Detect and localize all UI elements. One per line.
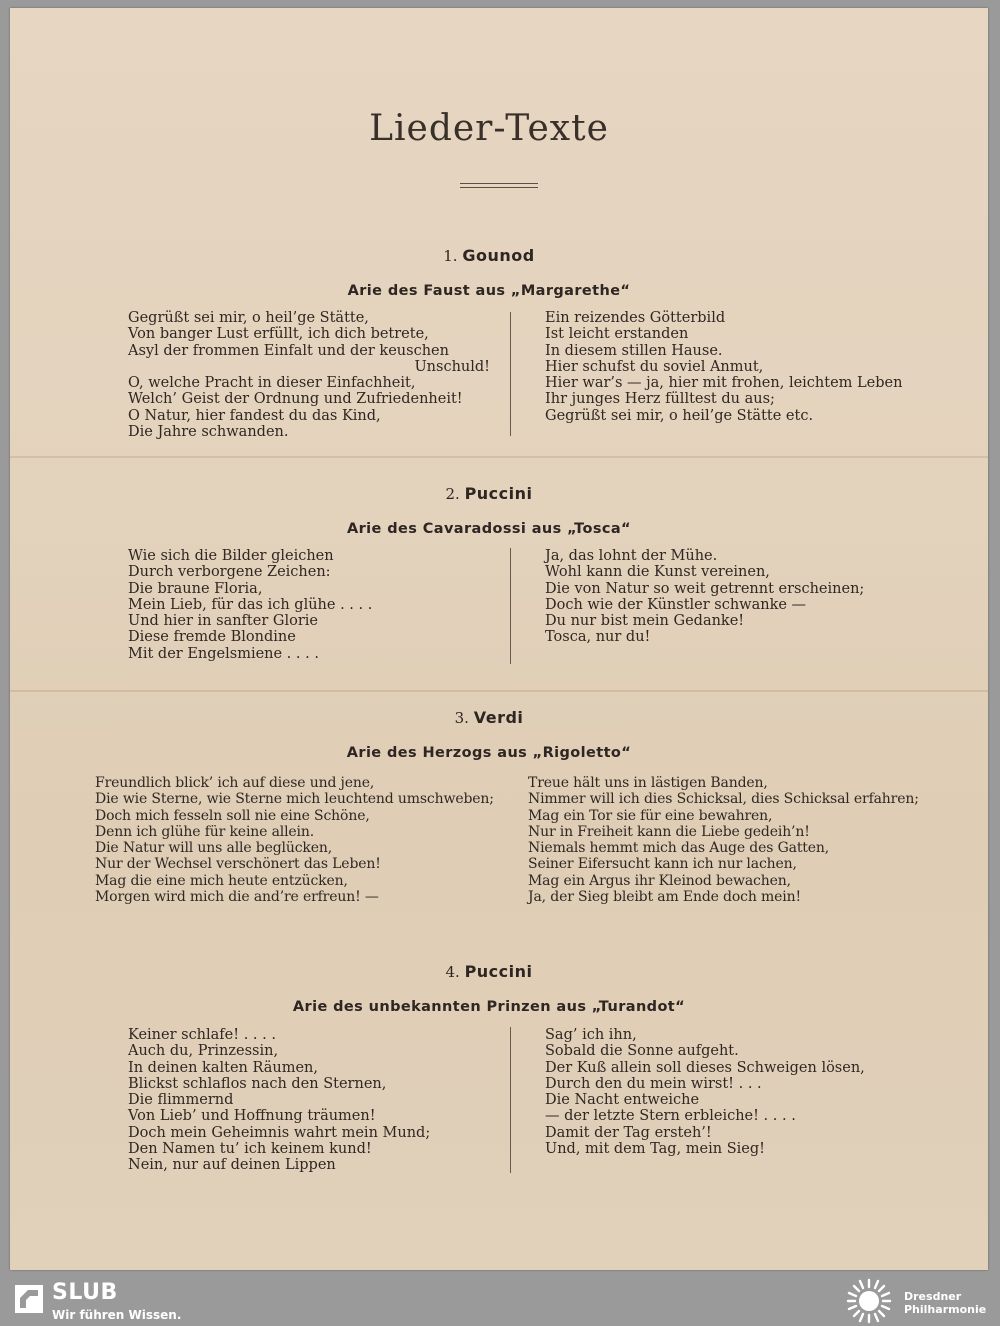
- lyric-line: Die Natur will uns alle beglücken,: [95, 840, 333, 857]
- section-3-heading: [0, 708, 978, 727]
- lyric-line: O Natur, hier fandest du das Kind,: [128, 407, 381, 424]
- lyric-line: Sobald die Sonne aufgeht.: [545, 1043, 739, 1060]
- section-2-left-column: [128, 548, 372, 662]
- section-3-right-column: [528, 775, 919, 905]
- lyric-line: Mag die eine mich heute entzücken,: [95, 872, 348, 889]
- lyric-line: Die Jahre schwanden.: [128, 424, 289, 441]
- lyric-line: — der letzte Stern erbleiche! . . . .: [545, 1108, 796, 1125]
- lyric-line: Tosca, nur du!: [545, 629, 651, 646]
- section-2-subtitle: Arie des Cavaradossi aus „Tosca“: [347, 521, 631, 537]
- lyric-line: Mit der Engelsmiene . . . .: [128, 645, 319, 662]
- philharmonie-name: [904, 1290, 986, 1316]
- lyric-line: Den Namen tu’ ich keinem kund!: [128, 1141, 372, 1158]
- lyric-line: Doch mich fesseln soll nie eine Schöne,: [95, 807, 370, 824]
- section-3-subtitle: Arie des Herzogs aus „Rigoletto“: [346, 745, 632, 761]
- philharmonie-sunburst-icon: [842, 1278, 896, 1324]
- section-4-right-column: [545, 1027, 865, 1157]
- section-1-right-column: [545, 310, 902, 424]
- lyric-line: Doch wie der Künstler schwanke —: [545, 596, 807, 613]
- lyric-line: Denn ich glühe für keine allein.: [95, 823, 315, 840]
- lyric-line: Nimmer will ich dies Schicksal, dies Schicksal erfahren;: [528, 791, 919, 808]
- lyric-line: Von banger Lust erfüllt, ich dich betrete,: [128, 326, 429, 343]
- lyric-line: Ist leicht erstanden: [545, 326, 689, 343]
- title-rule-bottom: [460, 187, 538, 188]
- lyric-line: Nein, nur auf deinen Lippen: [128, 1157, 336, 1174]
- lyric-line: Mein Lieb, für das ich glühe . . . .: [128, 596, 373, 613]
- lyric-line: Diese fremde Blondine: [128, 629, 296, 646]
- lyric-line: Und, mit dem Tag, mein Sieg!: [545, 1141, 765, 1158]
- lyric-line: Freundlich blick’ ich auf diese und jene,: [95, 775, 375, 791]
- lyric-line: Die Nacht entweiche: [545, 1092, 700, 1109]
- slub-tagline: Wir führen Wissen.: [52, 1308, 182, 1322]
- page-title: Lieder-Texte: [369, 108, 609, 149]
- title-rule-top: [460, 183, 538, 184]
- section-3-left-column: [95, 775, 494, 905]
- section-4-subtitle: Arie des unbekannten Prinzen aus „Turandot“: [292, 999, 686, 1015]
- slub-name: SLUB: [52, 1280, 118, 1305]
- lyric-line: Auch du, Prinzessin,: [128, 1043, 279, 1060]
- lyric-line: Nur der Wechsel verschönert das Leben!: [95, 856, 381, 873]
- lyric-line: In deinen kalten Räumen,: [128, 1059, 318, 1076]
- lyric-line: Wie sich die Bilder gleichen: [128, 548, 334, 564]
- lyric-line: Die flimmernd: [128, 1092, 234, 1109]
- column-divider: [510, 548, 511, 664]
- lyric-line: Hier war’s — ja, hier mit frohen, leichtem Leben: [545, 375, 903, 392]
- philharmonie-name-line2: Philharmonie: [904, 1303, 987, 1316]
- lyric-line: Und hier in sanfter Glorie: [128, 613, 318, 630]
- lyric-line: Unschuld!: [414, 358, 490, 375]
- composer-name: Verdi: [473, 708, 524, 727]
- paper-fold: [10, 456, 988, 458]
- section-1-subtitle: Arie des Faust aus „Margarethe“: [347, 283, 631, 299]
- lyric-line: Hier schufst du soviel Anmut,: [545, 358, 764, 375]
- composer-name: Puccini: [464, 484, 533, 503]
- composer-name: Puccini: [464, 962, 533, 981]
- slub-logo-icon: [14, 1284, 44, 1314]
- section-4-heading: [0, 962, 978, 981]
- lyric-line: Keiner schlafe! . . . .: [128, 1027, 276, 1043]
- column-divider: [510, 312, 511, 436]
- lyric-line: Asyl der frommen Einfalt und der keuschen: [128, 342, 449, 359]
- section-1-heading: [0, 246, 978, 265]
- lyric-line: Mag ein Tor sie für eine bewahren,: [528, 807, 773, 824]
- lyric-line: Gegrüßt sei mir, o heil’ge Stätte etc.: [545, 407, 814, 424]
- lyric-line: Von Lieb’ und Hoffnung träumen!: [128, 1108, 376, 1125]
- philharmonie-name-line1: Dresdner: [904, 1290, 962, 1303]
- lyric-line: Treue hält uns in lästigen Banden,: [528, 775, 768, 791]
- lyric-line: Du nur bist mein Gedanke!: [545, 613, 745, 630]
- lyric-line: Gegrüßt sei mir, o heil’ge Stätte,: [128, 310, 369, 326]
- section-number: 2.: [445, 485, 460, 503]
- lyric-line: Seiner Eifersucht kann ich nur lachen,: [528, 856, 797, 873]
- section-number: 1.: [443, 247, 458, 265]
- lyric-line: Die von Natur so weit getrennt erscheinen;: [545, 580, 865, 597]
- lyric-line: Ja, der Sieg bleibt am Ende doch mein!: [528, 889, 801, 906]
- paper-fold: [10, 690, 988, 692]
- lyric-line: Der Kuß allein soll dieses Schweigen lösen,: [545, 1059, 865, 1076]
- composer-name: Gounod: [462, 246, 535, 265]
- lyric-line: Wohl kann die Kunst vereinen,: [545, 564, 770, 581]
- lyric-line: Die wie Sterne, wie Sterne mich leuchtend umschweben;: [95, 791, 494, 808]
- lyric-line: Ein reizendes Götterbild: [545, 310, 726, 326]
- lyric-line: Mag ein Argus ihr Kleinod bewachen,: [528, 872, 791, 889]
- lyric-line: Blickst schlaflos nach den Sternen,: [128, 1075, 387, 1092]
- lyric-line: Doch mein Geheimnis wahrt mein Mund;: [128, 1124, 431, 1141]
- lyric-line: Morgen wird mich die and’re erfreun! —: [95, 889, 379, 906]
- lyric-line: Damit der Tag ersteh’!: [545, 1124, 712, 1141]
- column-divider: [510, 1027, 511, 1173]
- lyric-line: O, welche Pracht in dieser Einfachheit,: [128, 375, 416, 392]
- section-2-heading: [0, 484, 978, 503]
- lyric-line: In diesem stillen Hause.: [545, 342, 723, 359]
- section-4-left-column: [128, 1027, 430, 1174]
- lyric-line: Durch den du mein wirst! . . .: [545, 1075, 762, 1092]
- lyric-line: Nur in Freiheit kann die Liebe gedeih’n!: [528, 823, 810, 840]
- lyric-line: Durch verborgene Zeichen:: [128, 564, 331, 581]
- lyric-line: Die braune Floria,: [128, 580, 263, 597]
- section-2-right-column: [545, 548, 864, 646]
- lyric-line: Sag’ ich ihn,: [545, 1027, 637, 1043]
- section-1-left-column: [128, 310, 490, 440]
- section-number: 3.: [454, 709, 469, 727]
- lyric-line: Ihr junges Herz fülltest du aus;: [545, 391, 775, 408]
- lyric-line: Niemals hemmt mich das Auge des Gatten,: [528, 840, 830, 857]
- section-number: 4.: [445, 963, 460, 981]
- lyric-line: Welch’ Geist der Ordnung und Zufriedenheit!: [128, 391, 463, 408]
- lyric-line: Ja, das lohnt der Mühe.: [545, 548, 718, 564]
